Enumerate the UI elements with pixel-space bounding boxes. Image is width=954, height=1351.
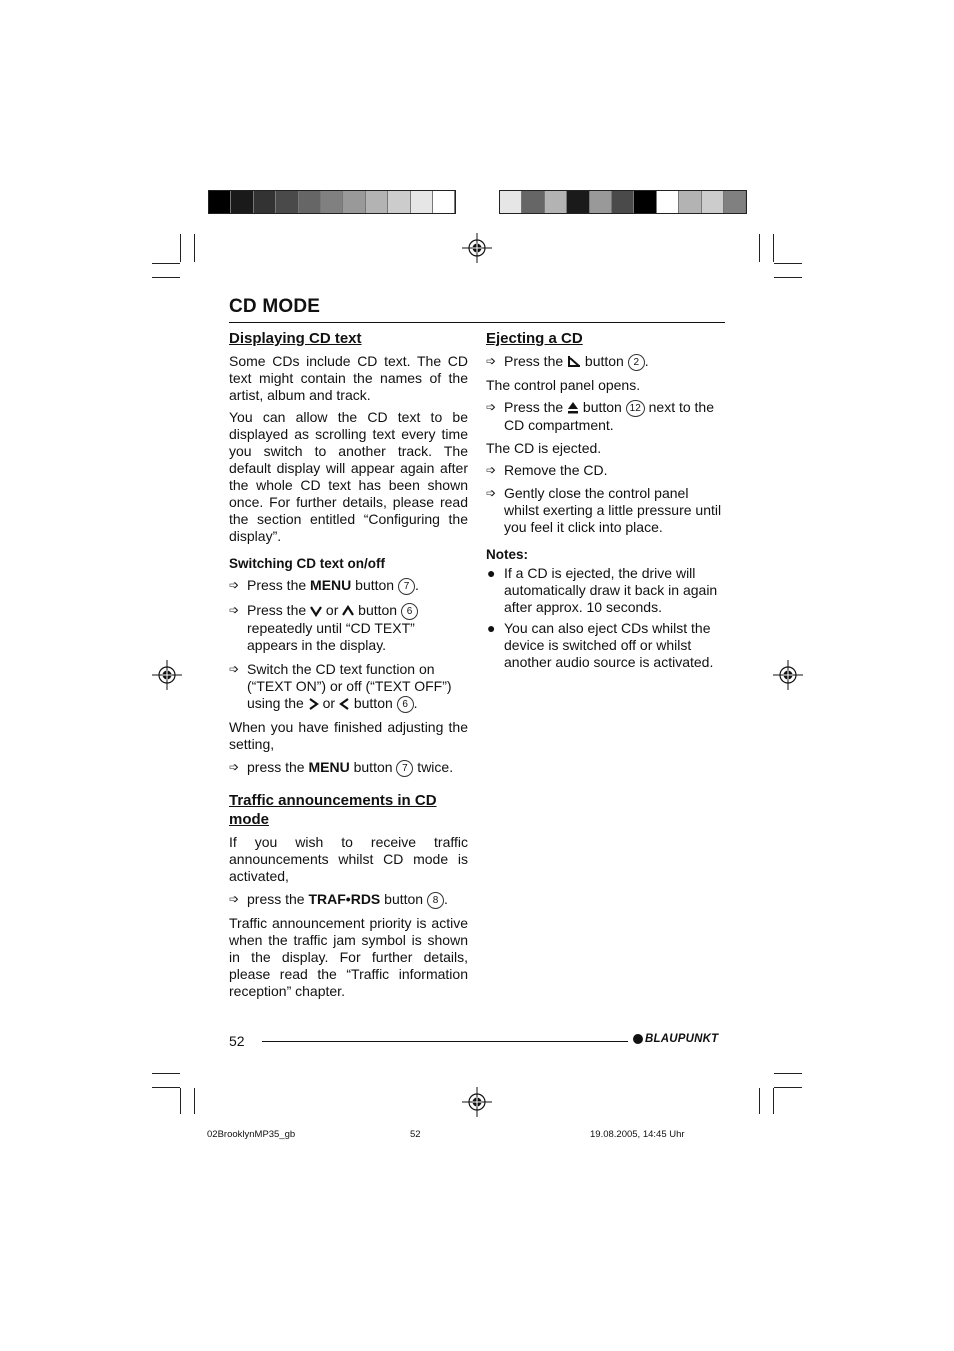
button-number-badge: 7 — [398, 578, 415, 595]
step-item: ➩ Press the or button 6 repeatedly until “CD TEXT” appears in the display. — [229, 602, 468, 654]
paragraph: The CD is ejected. — [486, 440, 602, 456]
color-bar-left — [208, 190, 456, 214]
color-swatch — [679, 191, 701, 213]
crop-mark — [759, 1088, 760, 1114]
color-swatch — [276, 191, 298, 213]
crop-mark — [774, 1073, 802, 1074]
footer-rule — [262, 1041, 628, 1042]
color-swatch — [590, 191, 612, 213]
crop-mark — [774, 263, 802, 264]
notes-heading: Notes: — [486, 547, 529, 562]
open-panel-icon — [567, 355, 581, 368]
arrow-icon: ➩ — [229, 603, 240, 617]
color-swatch — [388, 191, 410, 213]
button-number-badge: 2 — [628, 354, 645, 371]
color-swatch — [366, 191, 388, 213]
right-column — [486, 329, 724, 675]
traffic-heading: Traffic announcements in CD mode — [229, 792, 437, 828]
crop-mark — [194, 1088, 195, 1114]
color-swatch — [209, 191, 231, 213]
left-arrow-icon — [339, 698, 350, 710]
color-swatch — [343, 191, 365, 213]
arrow-icon: ➩ — [229, 892, 240, 906]
note-item: ● If a CD is ejected, the drive will automatically draw it back in again after approx. 10 seconds. — [487, 565, 718, 615]
color-swatch — [612, 191, 634, 213]
brand-dot-icon — [633, 1034, 643, 1044]
ejecting-cd-heading: Ejecting a CD — [486, 330, 583, 347]
crop-mark — [180, 1088, 181, 1114]
color-swatch — [702, 191, 724, 213]
right-arrow-icon — [308, 698, 319, 710]
registration-mark-icon — [462, 233, 492, 263]
step-item: ➩ Remove the CD. — [486, 462, 608, 478]
crop-mark — [152, 263, 180, 264]
crop-mark — [774, 1087, 802, 1088]
bullet-icon: ● — [487, 565, 496, 581]
up-arrow-icon — [342, 605, 354, 617]
color-swatch — [254, 191, 276, 213]
paragraph: Some CDs include CD text. The CD text might contain the names of the artist, album and track. — [229, 353, 468, 403]
paragraph: You can allow the CD text to be displayed as scrolling text every time you switch to another track. The default display will appear again after the whole CD text has been shown once. For further details, please read the section entitled “Configuring the display”. — [229, 409, 468, 544]
arrow-icon: ➩ — [229, 760, 240, 774]
color-swatch — [724, 191, 746, 213]
color-bar-right — [499, 190, 747, 214]
button-number-badge: 12 — [626, 400, 645, 417]
button-number-badge: 6 — [401, 603, 418, 620]
arrow-icon: ➩ — [229, 662, 240, 676]
step-item: ➩ press the TRAF•RDS button 8 . — [229, 891, 448, 907]
step-item: ➩ Press the button 2 . — [486, 353, 649, 369]
down-arrow-icon — [310, 605, 322, 617]
color-swatch — [231, 191, 253, 213]
color-swatch — [321, 191, 343, 213]
color-swatch — [567, 191, 589, 213]
button-number-badge: 7 — [396, 760, 413, 777]
color-swatch — [411, 191, 433, 213]
crop-mark — [152, 277, 180, 278]
crop-mark — [774, 277, 802, 278]
print-file-name: 02BrooklynMP35_gb — [207, 1129, 296, 1140]
crop-mark — [773, 234, 774, 262]
page-number: 52 — [229, 1033, 245, 1049]
crop-mark — [759, 234, 760, 262]
paragraph: The control panel opens. — [486, 377, 641, 393]
step-item: ➩ Press the MENU button 7 . — [229, 577, 419, 593]
brand-logo: BLAUPUNKT — [633, 1033, 718, 1045]
color-swatch — [299, 191, 321, 213]
registration-mark-icon — [152, 660, 182, 690]
crop-mark — [773, 1088, 774, 1114]
arrow-icon: ➩ — [486, 400, 497, 414]
arrow-icon: ➩ — [229, 578, 240, 592]
displaying-cd-text-heading: Displaying CD text — [229, 330, 362, 347]
title-rule — [229, 322, 725, 323]
arrow-icon: ➩ — [486, 354, 497, 368]
paragraph: Traffic announcement priority is active when the traffic jam symbol is shown in the display. For further details, please read the “Traffic information reception” chapter. — [229, 915, 468, 999]
button-number-badge: 6 — [397, 696, 414, 713]
switching-heading: Switching CD text on/off — [229, 556, 385, 571]
page-title: CD MODE — [229, 296, 321, 317]
bullet-icon: ● — [487, 620, 496, 636]
eject-icon — [567, 401, 579, 414]
color-swatch — [500, 191, 522, 213]
arrow-icon: ➩ — [486, 486, 497, 500]
step-item: ➩ Gently close the control panel whilst exerting a little pressure until you feel it click into place. — [486, 485, 722, 535]
crop-mark — [152, 1087, 180, 1088]
arrow-icon: ➩ — [486, 463, 497, 477]
paragraph: If you wish to receive traffic announcements whilst CD mode is activated, — [229, 834, 468, 884]
color-swatch — [433, 191, 455, 213]
registration-mark-icon — [773, 660, 803, 690]
registration-mark-icon — [462, 1087, 492, 1117]
crop-mark — [180, 234, 181, 262]
color-swatch — [522, 191, 544, 213]
paragraph: When you have finished adjusting the setting, — [229, 719, 468, 752]
color-swatch — [657, 191, 679, 213]
color-swatch — [545, 191, 567, 213]
step-item: ➩ press the MENU button 7 twice. — [229, 759, 454, 775]
print-date: 19.08.2005, 14:45 Uhr — [590, 1129, 685, 1140]
left-column — [229, 329, 468, 1005]
crop-mark — [152, 1073, 180, 1074]
step-item: ➩ Switch the CD text function on (“TEXT ON”) or off (“TEXT OFF”) using the or button 6 . — [229, 661, 452, 711]
button-number-badge: 8 — [427, 892, 444, 909]
step-item: ➩ Press the button 12 next to the CD compartment. — [486, 399, 715, 433]
print-page-number: 52 — [410, 1129, 421, 1140]
color-swatch — [634, 191, 656, 213]
crop-mark — [194, 234, 195, 262]
note-item: ● You can also eject CDs whilst the device is switched off or whilst another audio source is activated. — [487, 620, 714, 670]
